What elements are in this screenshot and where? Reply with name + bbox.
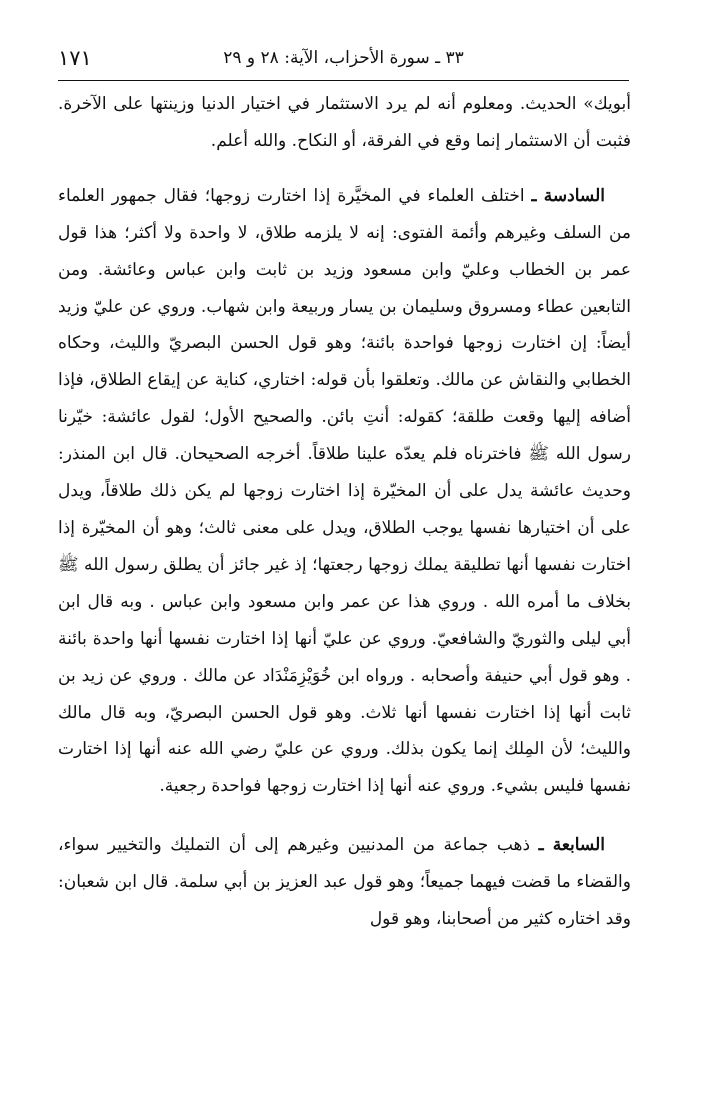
issue-heading: السابعة ـ — [538, 835, 605, 856]
running-title: ٣٣ ـ سورة الأحزاب، الآية: ٢٨ و ٢٩ — [223, 48, 464, 68]
paragraph-text: اختلف العلماء في المخيَّرة إذا اختارت زوجها؛ فقال جمهور العلماء من السلف وغيرهم وأئمة الفتوى: إنه لا يلزمه طلاق، لا واحدة ولا أكثر؛ هذا قول عمر بن الخطاب وعليّ وابن مسعود وزيد بن ثابت وابن عباس وعائشة. ومن التابعين عطاء ومسروق وسليمان بن يسار وربيعة وابن شهاب. وروي عن عليّ وزيد أيضاً: إن اختارت زوجها فواحدة بائنة؛ وهو قول الحسن البصريّ والليث، وحكاه الخطابي والنقاش عن مالك. وتعلقوا بأن قوله: اختاري، كناية عن إيقاع الطلاق، فإذا أضافه إليها وقعت طلقة؛ كقوله: أنتِ بائن. والصحيح الأول؛ لقول عائشة: خيّرنا رسول الله ﷺ فاخترناه فلم يعدّه علينا طلاقاً. أخرجه الصحيحان. قال ابن المنذر: وحديث عائشة يدل على أن المخيّرة إذا اختارت زوجها لم يكن ذلك طلاقاً، ويدل على أن اختيارها نفسها يوجب الطلاق، ويدل على معنى ثالث؛ وهو أن المخيّرة إذا اختارت نفسها أنها تطليقة يملك زوجها رجعتها؛ إذ غير جائز أن يطلق رسول الله ﷺ بخلاف ما أمره الله . وروي هذا عن عمر وابن مسعود وابن عباس . وبه قال ابن أبي ليلى والثوريّ والشافعيّ. وروي عن عليّ أنها إذا اختارت نفسها أنها واحدة بائنة . وهو قول أبي حنيفة وأصحابه . ورواه ابن خُوَيْزِمَنْدَاد عن مالك . وروي عن زيد بن ثابت أنها إذا اختارت نفسها أنها ثلاث. وهو قول الحسن البصريّ، وبه قال مالك والليث؛ لأن المِلك إنما يكون بذلك. وروي عن عليّ رضي الله عنه أنها إذا اختارت نفسها فليس بشيء. وروي عنه أنها إذا اختارت زوجها فواحدة رجعية. — [58, 185, 631, 797]
issue-heading: السادسة ـ — [531, 185, 605, 206]
paragraph-text: ذهب جماعة من المدنيين وغيرهم إلى أن التمليك والتخيير سواء، والقضاء ما قضت فيهما جميعاً؛ وهو قول عبد العزيز بن أبي سلمة. قال ابن شعبان: وقد اختاره كثير من أصحابنا، وهو قول — [58, 835, 631, 930]
paragraph-seventh-issue — [58, 827, 631, 938]
page-body — [58, 86, 631, 938]
page-number: ١٧١ — [58, 46, 92, 70]
page-header — [58, 38, 629, 81]
paragraph-sixth-issue — [58, 178, 631, 805]
paragraph-continuation — [58, 86, 631, 160]
paragraph-text: أبويك» الحديث. ومعلوم أنه لم يرد الاستثمار في اختيار الدنيا وزينتها على الآخرة. فثبت أن الاستثمار إنما وقع في الفرقة، أو النكاح. والله أعلم. — [58, 94, 631, 151]
